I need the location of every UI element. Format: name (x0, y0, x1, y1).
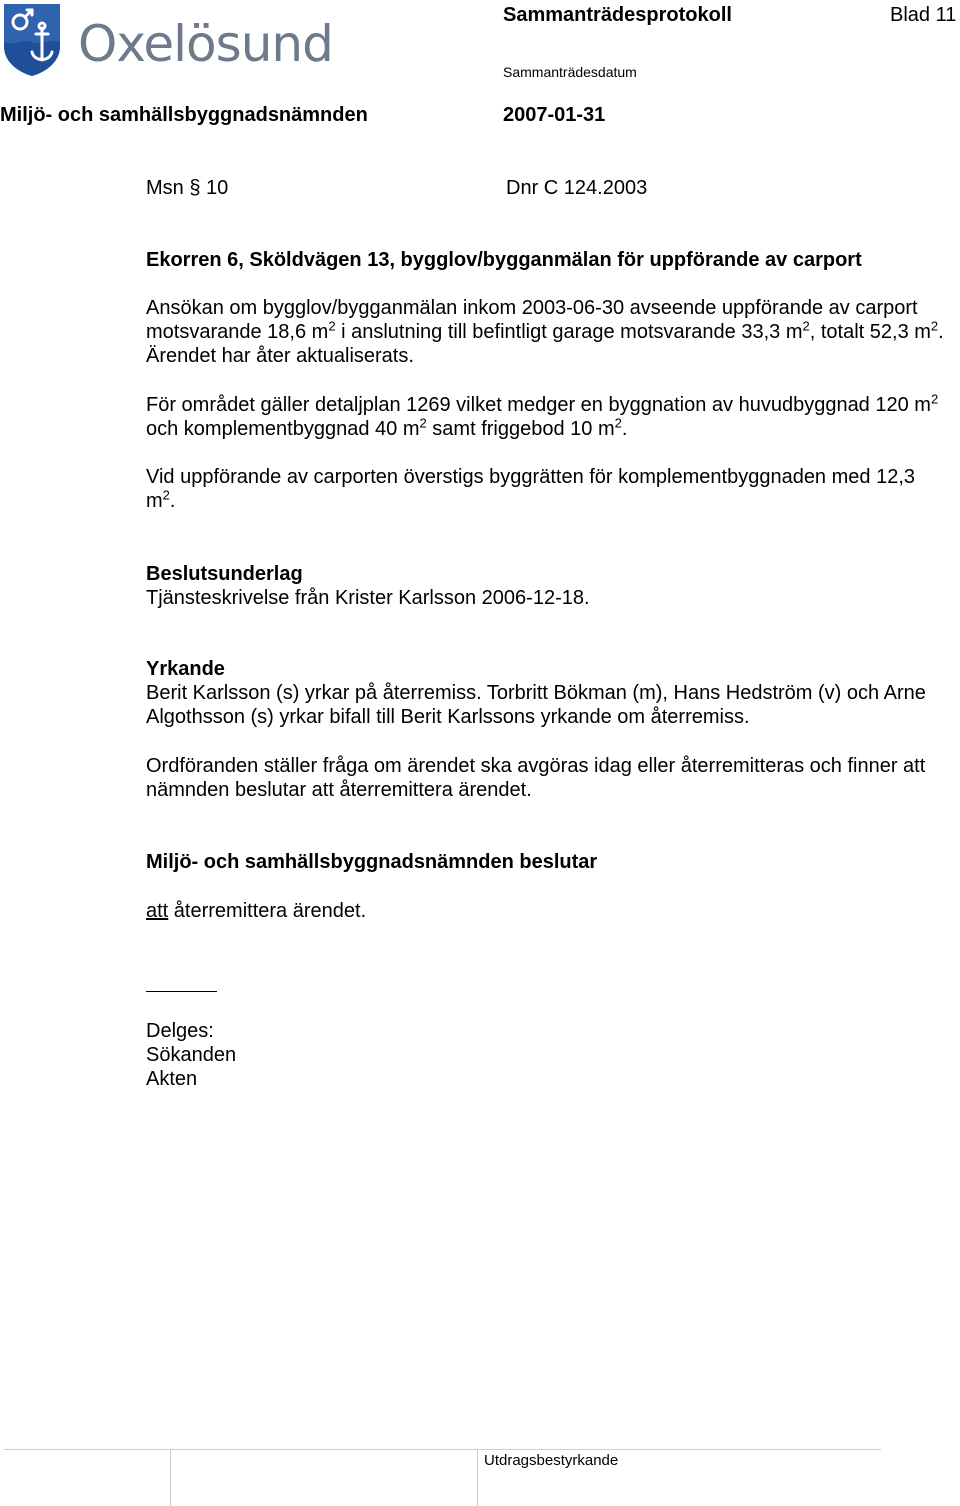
yrkande-text: Berit Karlsson (s) yrkar på återremiss. Torbritt Bökman (m), Hans Hedström (v) och Arne Algothsson (s) yrkar bifall till Berit Karlssons yrkande om återremiss. (146, 682, 926, 728)
decision-text: att återremittera ärendet. (146, 900, 367, 922)
detailplan-paragraph: För området gäller detaljplan 1269 vilket medger en byggnation av huvudbyggnad 120 $m^2$ och komplementbyggnad 40 $m^2$ samt friggebod 10 $m^2$. (146, 391, 939, 440)
beslutsunderlag-text: Tjänsteskrivelse från Krister Karlsson 2006-12-18. (146, 587, 590, 609)
meeting-date: 2007-01-31 (503, 104, 606, 126)
chairman-paragraph: Ordföranden ställer fråga om ärendet ska avgöras idag eller återremitteras och finner att nämnden beslutar att återremittera ärendet. (146, 755, 926, 801)
yrkande-heading: Yrkande (146, 658, 225, 680)
page-label: Blad 11 (890, 4, 957, 26)
logo-wordmark: Oxelösund (78, 15, 333, 73)
decision-heading: Miljö- och samhällsbyggnadsnämnden beslutar (146, 851, 598, 873)
delges-label: Delges: (146, 1020, 214, 1042)
separator-rule (146, 991, 217, 992)
delges-item: Akten (146, 1068, 198, 1090)
protocol-title: Sammanträdesprotokoll (503, 4, 732, 26)
committee-name: Miljö- och samhällsbyggnadsnämnden (0, 104, 368, 126)
beslutsunderlag-heading: Beslutsunderlag (146, 563, 303, 585)
footer-divider (170, 1450, 171, 1506)
footer-certification-label: Utdragsbestyrkande (484, 1452, 619, 1469)
delges-item: Sökanden (146, 1044, 237, 1066)
case-paragraph-number: Msn § 10 (146, 177, 229, 199)
building-rights-paragraph: Vid uppförande av carporten överstigs byggrätten för komplementbyggnaden med 12,3 $m^2$. (146, 466, 916, 512)
case-diary-number: Dnr C 124.2003 (506, 177, 648, 199)
date-label: Sammanträdesdatum (503, 64, 637, 80)
application-paragraph: Ansökan om bygglov/bygganmälan inkom 2003-06-30 avseende uppförande av carport motsvarande 18,6 $m^2$ i anslutning till befintligt garage motsvarande 33,3 $m^2$, totalt 52,3 $m^2$. Ärendet har åter aktualiserats. (146, 297, 944, 367)
footer-rule (4, 1449, 881, 1450)
footer-divider (477, 1450, 478, 1506)
coat-of-arms-logo (2, 2, 62, 78)
case-title: Ekorren 6, Sköldvägen 13, bygglov/bygganmälan för uppförande av carport (146, 249, 862, 271)
